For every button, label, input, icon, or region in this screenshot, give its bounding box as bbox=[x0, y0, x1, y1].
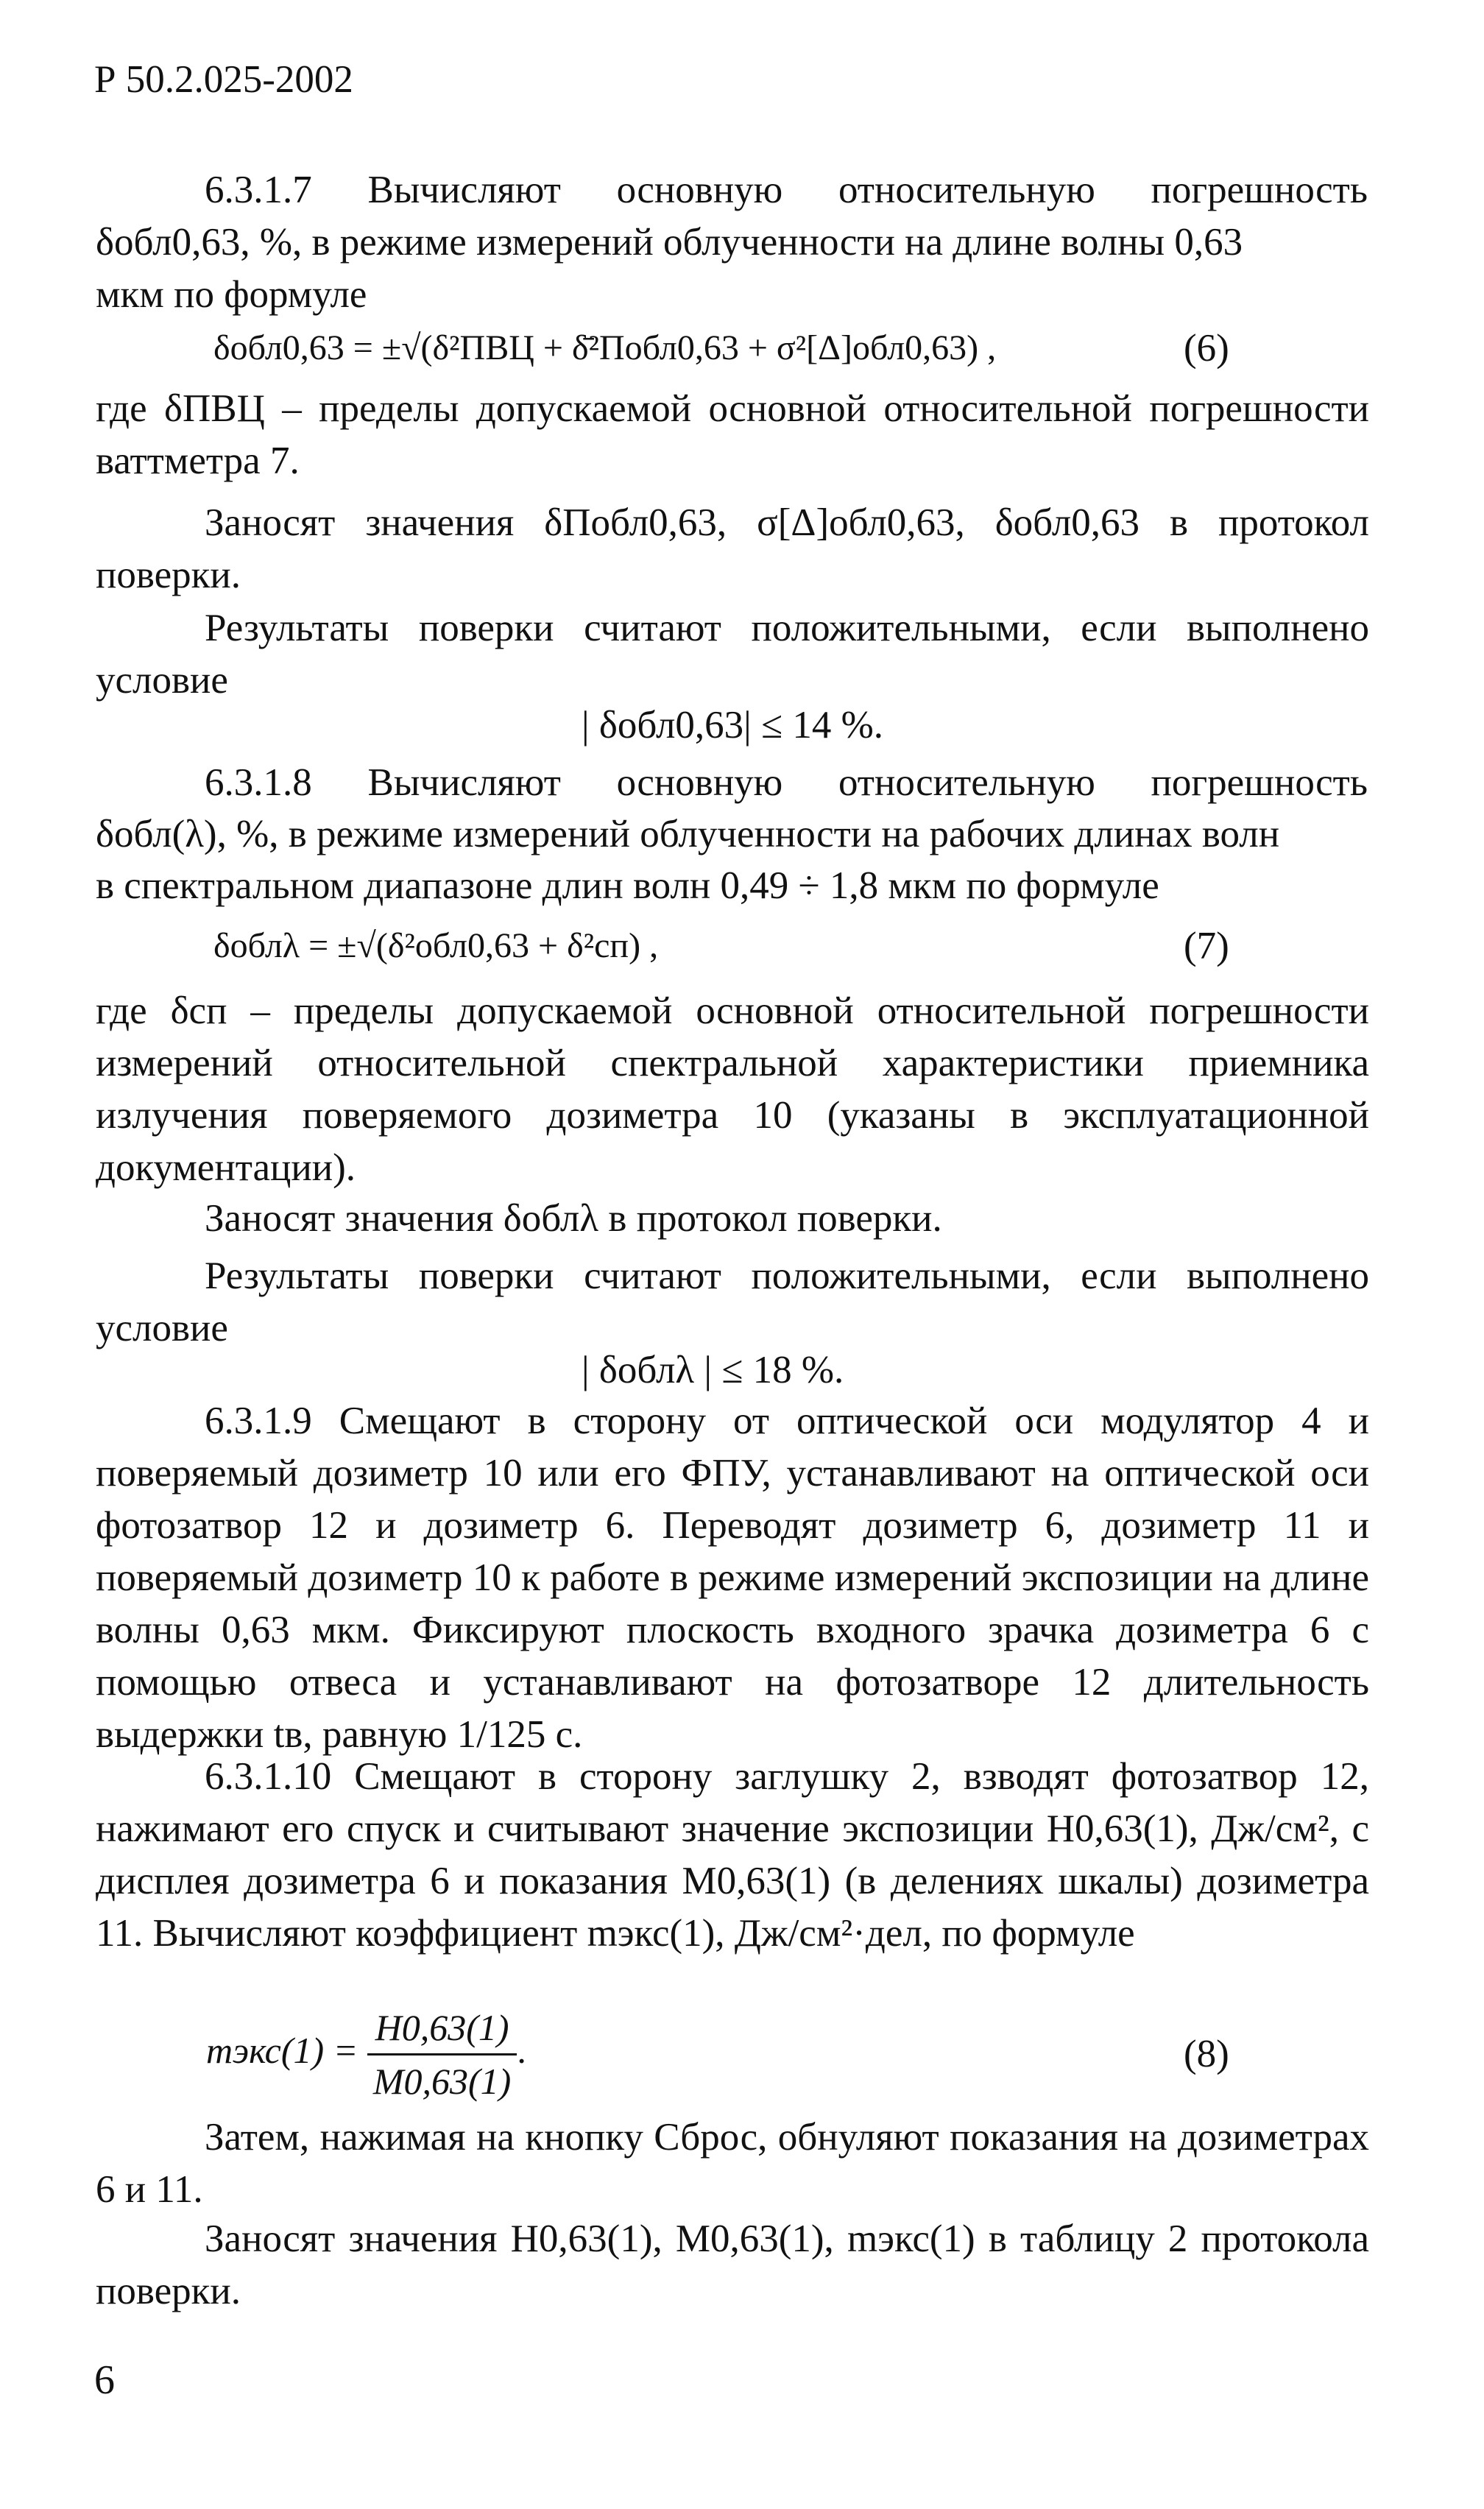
equation-8-fraction bbox=[367, 2006, 517, 2103]
equation-7-lhs: δоблλ bbox=[213, 926, 300, 965]
enter-values-paragraph-2: Заносят значения δоблλ в протокол поверки. bbox=[205, 1197, 942, 1240]
section-6-3-1-10: 6.3.1.10 Смещают в сторону заглушку 2, взводят фотозатвор 12, нажимают его спуск и считывают значение экспозиции H0,63(1), Дж/см², с дисплея дозиметра 6 и показания M0,63(1) (в делениях шкалы) дозиметра 11. Вычисляют коэффициент mэкс(1), Дж/см²·дел, по формуле bbox=[96, 1755, 1369, 1955]
equation-6-rhs: = ±√(δ²ПВЦ + δ̄²Побл0,63 + σ²[Δ]обл0,63) , bbox=[353, 328, 997, 367]
equation-8-lhs: mэкс(1) = bbox=[206, 2029, 358, 2071]
section-6-3-1-9: 6.3.1.9 Смещают в сторону от оптической оси модулятор 4 и поверяемый дозиметр 10 или его ФПУ, устанавливают на оптической оси фотозатвор 12 и дозиметр 6. Переводят дозиметр 6, дозиметр 11 и поверяемый дозиметр 10 к работе в режиме измерений экспозиции на длине волны 0,63 мкм. Фиксируют плоскость входного зрачка дозиметра 6 с помощью отвеса и устанавливают на фотозатворе 12 длительность выдержки tв, равную 1/125 с. bbox=[96, 1400, 1369, 1756]
equation-8 bbox=[206, 2006, 526, 2103]
section-6-3-1-8-line-1: 6.3.1.8 Вычисляют основную относительную погрешность bbox=[205, 761, 1368, 804]
section-6-3-1-7-line-2: δобл0,63, %, в режиме измерений облученности на длине волны 0,63 bbox=[96, 221, 1243, 264]
where-clause-7: где δсп – пределы допускаемой основной относительной погрешности измерений относительной спектральной характеристики приемника излучения поверяемого дозиметра 10 (указаны в эксплуатационной документации). bbox=[96, 989, 1369, 1189]
equation-6-number: (6) bbox=[1184, 327, 1229, 370]
equation-7-number: (7) bbox=[1184, 925, 1229, 967]
result-condition-paragraph-1: Результаты поверки считают положительными, если выполнено условие bbox=[96, 607, 1369, 702]
result-condition-paragraph-2: Результаты поверки считают положительными, если выполнено условие bbox=[96, 1254, 1369, 1349]
condition-1: | δобл0,63| ≤ 14 %. bbox=[582, 704, 884, 747]
equation-7 bbox=[213, 922, 658, 970]
enter-values-paragraph-1: Заносят значения δПобл0,63, σ[Δ]обл0,63, δобл0,63 в протокол поверки. bbox=[96, 501, 1369, 596]
section-6-3-1-8-line-2: δобл(λ), %, в режиме измерений облученности на рабочих длинах волн bbox=[96, 813, 1280, 855]
equation-8-tail: . bbox=[517, 2029, 526, 2071]
where-clause-6: где δПВЦ – пределы допускаемой основной относительной погрешности ваттметра 7. bbox=[96, 387, 1369, 482]
section-6-3-1-8-line-3: в спектральном диапазоне длин волн 0,49 ÷ 1,8 мкм по формуле bbox=[96, 864, 1159, 907]
reset-paragraph: Затем, нажимая на кнопку Сброс, обнуляют показания на дозиметрах 6 и 11. bbox=[96, 2116, 1369, 2211]
page-number: 6 bbox=[94, 2357, 115, 2403]
equation-8-numerator: H0,63(1) bbox=[367, 2006, 517, 2055]
section-6-3-1-7-line-3: мкм по формуле bbox=[96, 273, 367, 316]
condition-2: | δоблλ | ≤ 18 %. bbox=[582, 1349, 844, 1391]
document-code-header: Р 50.2.025-2002 bbox=[94, 58, 353, 101]
equation-7-rhs: = ±√(δ²обл0,63 + δ²сп) , bbox=[308, 926, 659, 965]
equation-6-lhs: δобл0,63 bbox=[213, 328, 344, 367]
enter-values-paragraph-3: Заносят значения H0,63(1), M0,63(1), mэкс(1) в таблицу 2 протокола поверки. bbox=[96, 2217, 1369, 2312]
section-6-3-1-7-line-1: 6.3.1.7 Вычисляют основную относительную погрешность bbox=[205, 169, 1368, 211]
equation-6 bbox=[213, 324, 996, 373]
equation-8-number: (8) bbox=[1184, 2033, 1229, 2075]
equation-8-denominator: M0,63(1) bbox=[372, 2061, 512, 2102]
